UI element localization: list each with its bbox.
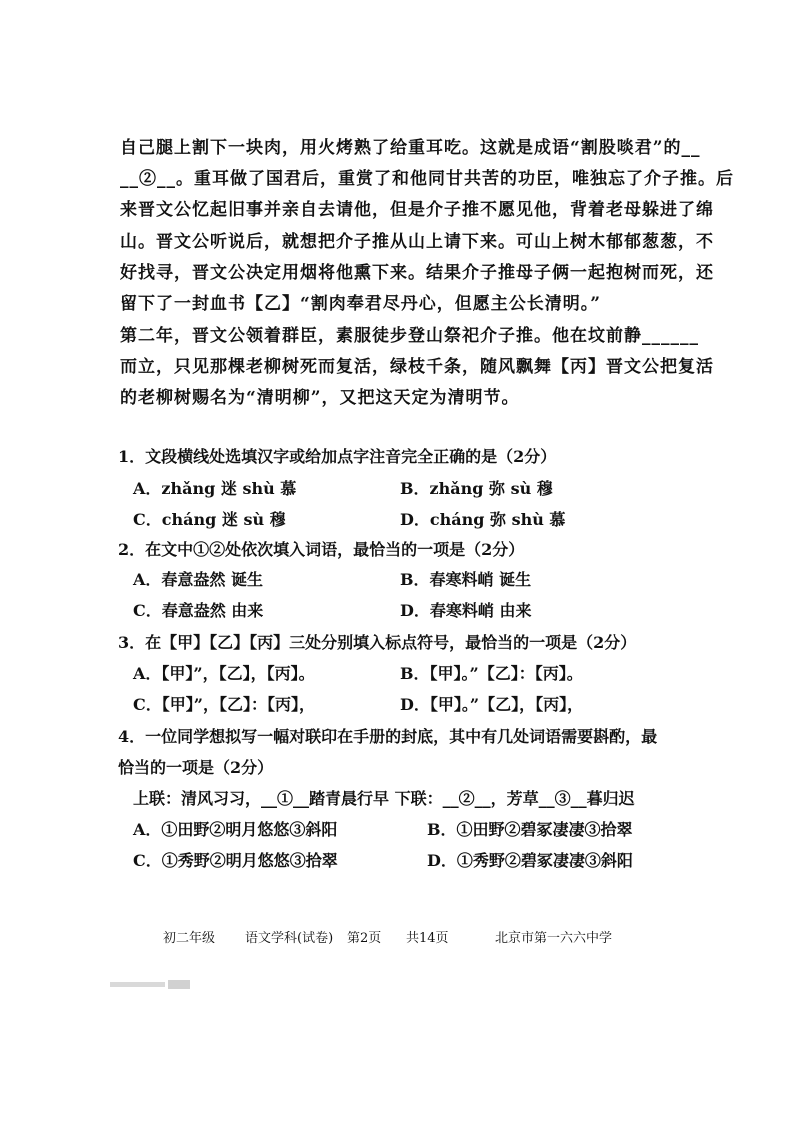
footer-grade: 初二年级 [163,931,216,946]
passage-line-6: 留下了一封血书【乙】“割肉奉君尽丹心，但愿主公长清明。” [120,294,602,314]
footer-subject: 语文学科(试卷) [245,931,334,946]
question-4-option-b: B．①田野②碧冢凄凄③拾翠 [427,820,633,839]
question-4-option-a: A．①田野②明月悠悠③斜阳 [133,820,338,839]
question-4-option-d: D．①秀野②碧冢凄凄③斜阳 [427,851,633,870]
footer-total: 共14页 [406,931,449,946]
question-4-stem-line-2: 恰当的一项是（2分） [118,758,274,777]
question-1-option-c: C．cháng 迷 sù 穆 [133,510,286,529]
question-1-option-b: B．zhǎng 弥 sù 穆 [400,479,553,498]
passage-line-4: 山。晋文公听说后，就想把介子推从山上请下来。可山上树木郁郁葱葱，不 [120,232,714,252]
question-3-option-c: C．【甲】”，【乙】：【丙】， [133,695,315,714]
passage-line-3: 来晋文公忆起旧事并亲自去请他，但是介子推不愿见他，背着老母躲进了绵 [120,200,714,220]
footer-page: 第2页 [347,931,382,946]
question-2-option-a: A．春意盎然 诞生 [133,570,263,589]
question-2-stem: 2．在文中①②处依次填入词语，最恰当的一项是（2分） [118,540,525,559]
question-3-option-b: B．【甲】。”【乙】：【丙】。 [400,664,583,683]
passage-line-8: 而立，只见那棵老柳树死而复活，绿枝千条，随风飘舞【丙】晋文公把复活 [120,357,714,377]
question-2-option-c: C．春意盎然 由来 [133,601,264,620]
passage-line-9: 的老柳树赐名为“清明柳”，又把这天定为清明节。 [120,388,520,408]
footer-school: 北京市第一六六中学 [495,931,613,946]
question-2-option-d: D．春寒料峭 由来 [400,601,532,620]
question-4-couplet: 上联：清风习习，__①__踏青晨行早 下联：__②__，芳草__③__暮归迟 [133,789,635,808]
question-3-stem: 3．在【甲】【乙】【丙】三处分别填入标点符号，最恰当的一项是（2分） [118,633,637,652]
passage-line-5: 好找寻，晋文公决定用烟将他熏下来。结果介子推母子俩一起抱树而死，还 [120,263,714,283]
question-1-option-d: D．cháng 弥 shù 慕 [400,510,566,529]
question-1-stem: 1．文段横线处选填汉字或给加点字注音完全正确的是（2分） [118,447,557,466]
question-1-option-a: A．zhǎng 迷 shù 慕 [133,479,297,498]
question-3-option-d: D．【甲】。”【乙】，【丙】， [400,695,584,714]
question-2-option-b: B．春寒料峭 诞生 [400,570,532,589]
scan-smudge-mark [108,976,198,994]
passage-line-7: 第二年，晋文公领着群臣，素服徒步登山祭祀介子推。他在坟前静______ [120,326,699,346]
question-4-option-c: C．①秀野②明月悠悠③拾翠 [133,851,338,870]
passage-line-2: __②__。重耳做了国君后，重赏了和他同甘共苦的功臣，唯独忘了介子推。后 [120,169,734,189]
passage-line-1: 自己腿上割下一块肉，用火烤熟了给重耳吃。这就是成语“割股啖君”的__ [120,138,701,158]
question-4-stem-line-1: 4．一位同学想拟写一幅对联印在手册的封底，其中有几处词语需要斟酌，最 [118,727,658,746]
question-3-option-a: A．【甲】”，【乙】，【丙】。 [133,664,315,683]
